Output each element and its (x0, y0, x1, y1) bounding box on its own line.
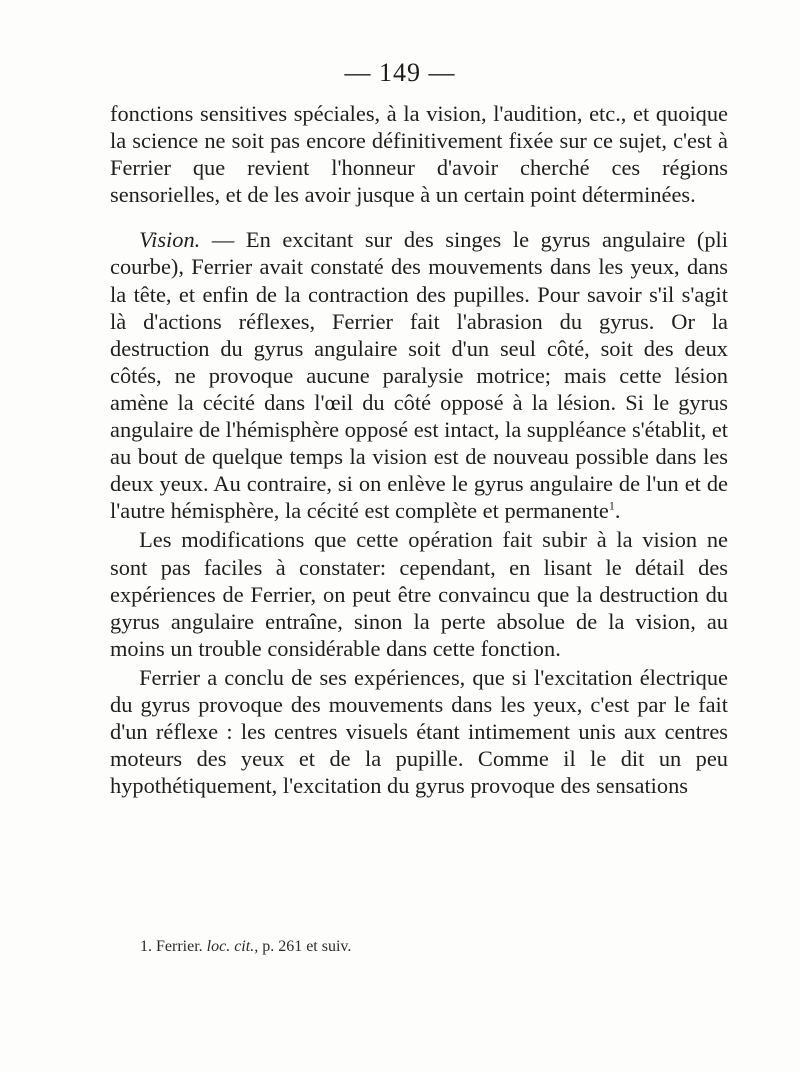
footnote (140, 938, 730, 956)
paragraph-end: . (614, 498, 621, 524)
footnote-reference: 1 (608, 498, 615, 513)
paragraph-text: Les modifications que cette opération fait subir à la vision ne sont pas faciles à constater: cependant, en lisant le détail des expériences de Ferrier, on peut être convaincu que la destruction du gyrus angulaire entraîne, sinon la perte absolue de la vision, au moins un trouble considérable dans cette fonction. (110, 527, 728, 661)
page-number: — 149 — (344, 58, 456, 87)
paragraph-text: fonctions sensitives spéciales, à la vision, l'audition, etc., et quoique la science ne soit pas encore définitivement fixée sur ce sujet, c'est à Ferrier que revient l'honneur d'avoir cherché ces régions sensorielles, et de les avoir jusque à un certain point déterminées. (110, 101, 728, 208)
footnote-citation: loc. cit., (206, 938, 259, 955)
footnote-pages: p. 261 et suiv. (262, 938, 352, 955)
footnote-number: 1. (140, 938, 152, 955)
paragraph-text: — En excitant sur des singes le gyrus angulaire (pli courbe), Ferrier avait constaté des mouvements dans les yeux, dans la tête, et enfin de la contraction des pupilles. Pour savoir s'il s'agit là d'actions réflexes, Ferrier fait l'abrasion du gyrus. Or la destruction du gyrus angulaire soit d'un seul côté, soit des deux côtés, ne provoque aucune paralysie motrice; mais cette lésion amène la cécité dans l'œil du côté opposé à la lésion. Si le gyrus angulaire de l'hémisphère opposé est intact, la suppléance s'établit, et au bout de quelque temps la vision est de nouveau possible dans les deux yeux. Au contraire, si on enlève le gyrus angulaire de l'un et de l'autre hémisphère, la cécité est complète et permanente (110, 227, 728, 524)
section-lead: Vision. (139, 227, 201, 253)
paragraph (110, 100, 728, 208)
body-text (110, 100, 728, 799)
paragraph-text: Ferrier a conclu de ses expériences, que si l'excitation électrique du gyrus provoque des mouvements dans les yeux, c'est par le fait d'un réflexe : les centres visuels étant intimement unis aux centres moteurs des yeux et de la pupille. Comme il le dit un peu hypothétiquement, l'excitation du gyrus provoque des sensations (110, 664, 728, 799)
paragraph (110, 664, 728, 799)
paragraph (110, 526, 728, 661)
footnote-author: Ferrier. (156, 938, 203, 955)
paragraph (110, 226, 728, 524)
